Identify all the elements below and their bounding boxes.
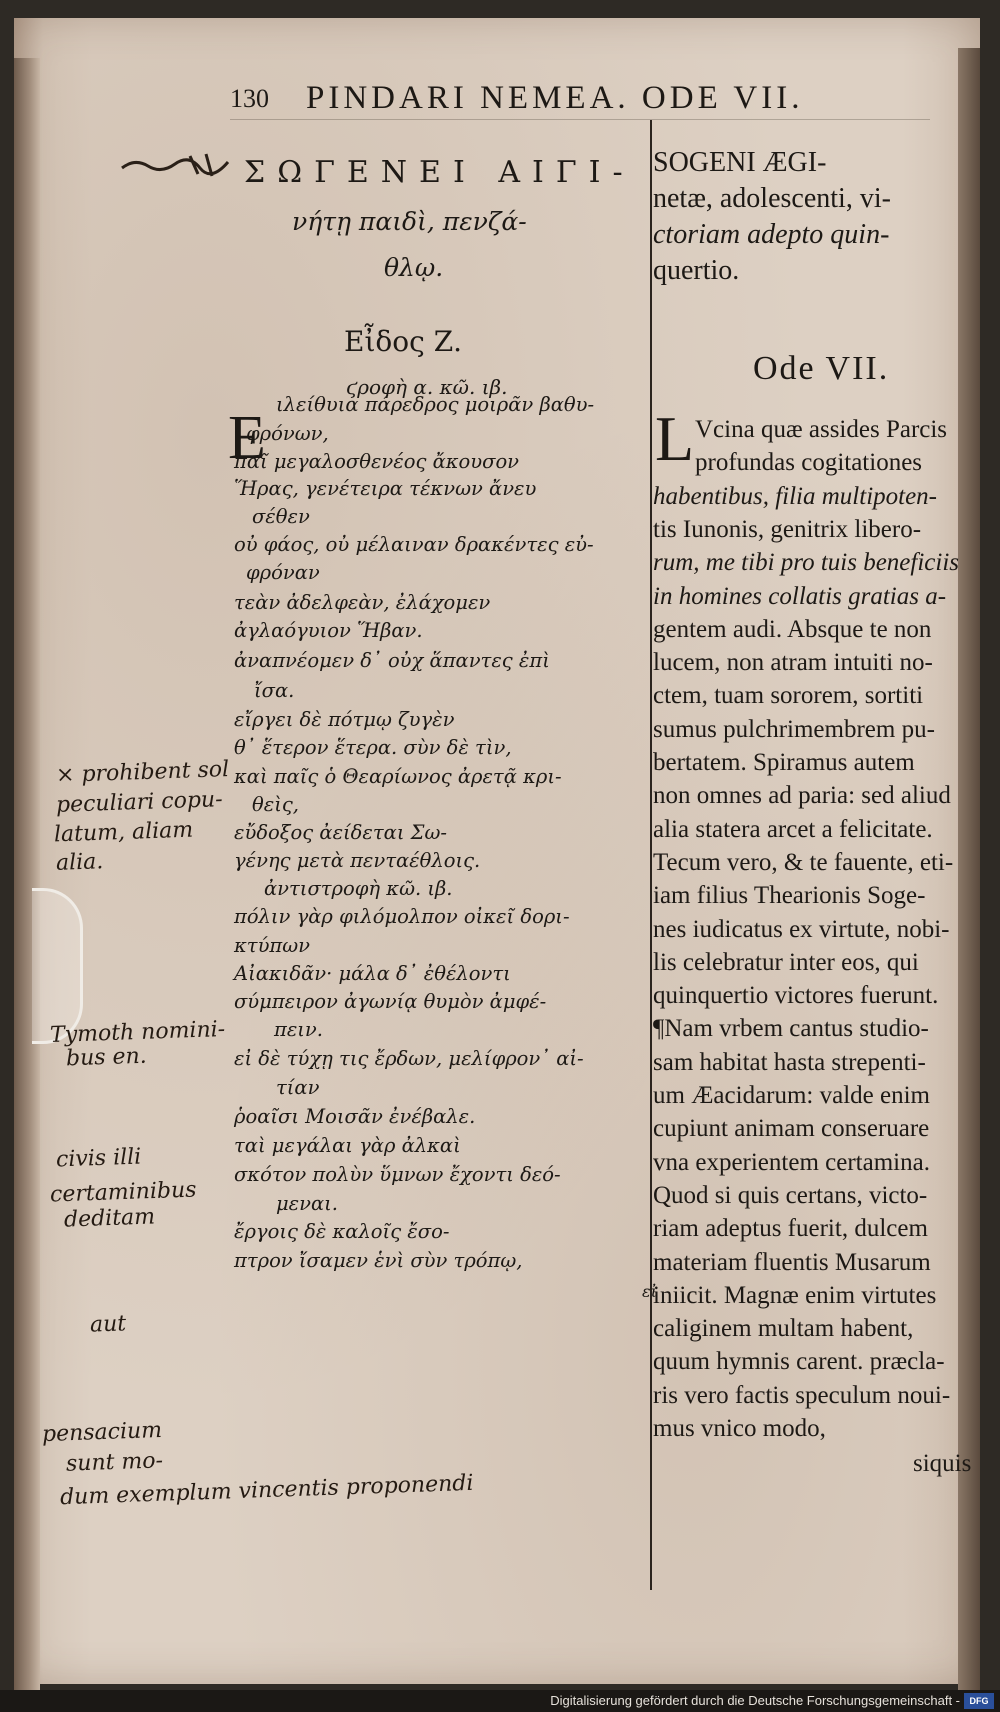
latin-line: vna experientem certamina. (653, 1148, 930, 1176)
greek-line: τεὰν ἀδελφεὰν, ἐλάχομεν (234, 591, 491, 614)
footer-text: Digitalisierung gefördert durch die Deutsche Forschungsgemeinschaft - (550, 1693, 960, 1708)
latin-line: Vcina quæ assides Parcis (695, 416, 948, 443)
greek-line: φρόνων, (246, 422, 329, 445)
page-edge-left (14, 58, 40, 1698)
latin-line: riam adeptus fuerit, dulcem (653, 1215, 928, 1243)
latin-line: iniicit. Magnæ enim virtutes (653, 1281, 937, 1309)
greek-line: καὶ παῖς ὁ Θεαρίωνος ἀρετᾷ κρι- (234, 765, 562, 788)
greek-line: θ᾽ ἕτερον ἕτερα. σὺν δὲ τὶν, (234, 736, 512, 759)
margin-note: alia. (55, 849, 104, 876)
margin-note: peculiari copu- (55, 787, 223, 818)
latin-line: lucem, non atram intuiti no- (653, 649, 933, 677)
catchword: siquis (913, 1450, 972, 1477)
latin-line: in homines collatis gratias a- (653, 582, 947, 610)
greek-line: πειν. (274, 1018, 323, 1041)
latin-line: non omnes ad paria: sed aliud (653, 782, 951, 810)
latin-title-line-3: ctoriam adepto quin- (653, 219, 890, 250)
latin-line: bertatem. Spiramus autem (653, 749, 915, 776)
greek-line: τίαν (276, 1076, 320, 1099)
margin-note: aut (89, 1311, 127, 1338)
dfg-logo: DFG (964, 1693, 994, 1709)
margin-note: certaminibus (49, 1177, 197, 1208)
greek-line: ῥοαῖσι Μοισᾶν ἐνέβαλε. (234, 1105, 476, 1128)
greek-line: θεὶς, (252, 793, 299, 816)
margin-scribble (120, 150, 230, 178)
greek-line: ιλείθυια πάρεδρος μοιρᾶν βαθυ- (276, 393, 595, 416)
greek-line: ἀναπνέομεν δ᾽ οὐχ ἅπαντες ἐπὶ (234, 649, 550, 672)
greek-line: μεναι. (276, 1192, 339, 1215)
latin-line: quum hymnis carent. præcla- (653, 1348, 945, 1376)
latin-line: cupiunt animam conseruare (653, 1115, 930, 1143)
column-divider (650, 120, 652, 1590)
ode-heading: Ode VII. (753, 350, 890, 387)
margin-note: bus en. (65, 1043, 148, 1072)
greek-line: σύμπειρον ἀγωνίᾳ θυμὸν ἀμφέ- (234, 990, 547, 1013)
margin-note: deditam (63, 1204, 156, 1233)
greek-title-line-3: θλῳ. (384, 253, 444, 282)
latin-line: quinquertio victores fuerunt. (653, 982, 939, 1010)
latin-line: materiam fluentis Musarum (653, 1248, 931, 1276)
latin-line: iam filius Thearionis Soge- (653, 882, 926, 910)
greek-line: γένης μετὰ πενταέθλοις. (234, 849, 481, 872)
greek-line: Ἥρας, γενέτειρα τέκνων ἄνευ (234, 477, 537, 500)
latin-line: Tecum vero, & te fauente, eti- (653, 848, 954, 876)
greek-line: εἴργει δὲ πότμῳ ζυγὲν (234, 708, 455, 731)
latin-title-line-1: SOGENI ÆGI- (653, 147, 827, 178)
margin-note: pensacium (41, 1417, 163, 1448)
greek-line: κτύπων (234, 934, 311, 957)
greek-line: οὐ φάος, οὐ μέλαιναν δρακέντες εὐ- (234, 533, 594, 556)
strophe-label: ϛροφὴ α. κῶ. ιβ. (346, 375, 508, 399)
latin-line: mus vnico modo, (653, 1415, 826, 1442)
latin-line: tis Iunonis, genitrix libero- (653, 515, 922, 543)
greek-line: φρόναν (246, 561, 320, 584)
latin-line: nes iudicatus ex virtute, nobi- (653, 915, 950, 943)
page-number: 130 (230, 84, 269, 113)
paper-clip (32, 888, 83, 1044)
latin-line: alia statera arcet a felicitate. (653, 815, 933, 843)
greek-line: ἔργοις δὲ καλοῖς ἔσο- (234, 1220, 450, 1243)
margin-note: sunt mo- (65, 1448, 164, 1477)
greek-title-line-2: νήτῃ παιδὶ, πενζά- (292, 207, 527, 236)
greek-title-line-1: ΣΩΓΕΝΕΙ ΑΙΓΙ- (244, 155, 635, 190)
greek-line: πτρον ἴσαμεν ἑνὶ σὺν τρόπῳ, (234, 1249, 523, 1272)
margin-note: civis illi (55, 1144, 142, 1173)
latin-line: ctem, tuam sororem, sortiti (653, 682, 924, 710)
greek-line: σέθεν (252, 505, 310, 528)
greek-line: ἴσα. (254, 679, 295, 702)
latin-title-line-2: netæ, adolescenti, vi- (653, 183, 891, 214)
page-header (230, 80, 930, 120)
greek-line: ταὶ μεγάλαι γὰρ ἀλκαὶ (234, 1134, 461, 1157)
latin-line: sumus pulchrimembrem pu- (653, 715, 935, 743)
greek-line: παῖ μεγαλοσθενέος ἄκουσον (234, 450, 520, 473)
latin-line: profundas cogitationes (695, 449, 923, 477)
greek-line: Αἰακιδᾶν· μάλα δ᾽ ἐθέλοντι (234, 962, 511, 985)
latin-drop-cap: L (655, 403, 695, 474)
running-title: PINDARI NEMEA. ODE VII. (306, 80, 804, 116)
eidos-heading: Εἶδος Ζ. (344, 325, 463, 358)
latin-line: Quod si quis certans, victo- (653, 1181, 928, 1209)
margin-note: latum, aliam (53, 817, 194, 848)
greek-line: ἀντιστροφὴ κῶ. ιβ. (264, 877, 453, 900)
greek-line: εἰ δὲ τύχῃ τις ἔρδων, μελίφρον᾽ αἰ- (234, 1047, 584, 1070)
latin-line: gentem audi. Absque te non (653, 615, 932, 643)
latin-line: rum, me tibi pro tuis beneficiis (653, 549, 959, 577)
latin-line: ¶Nam vrbem cantus studio- (653, 1015, 929, 1043)
latin-line: lis celebratur inter eos, qui (653, 948, 919, 976)
greek-line: σκότον πολὺν ὕμνων ἔχοντι δεό- (234, 1163, 561, 1186)
latin-line: sam habitat hasta strepenti- (653, 1048, 926, 1076)
greek-line: εἰ (642, 1282, 657, 1301)
footer-bar (0, 1690, 1000, 1712)
greek-drop-cap: Ε (228, 404, 266, 472)
greek-line: ἀγλαόγυιον Ἥβαν. (234, 619, 423, 642)
header-rule (230, 119, 930, 120)
margin-note: Tymoth nomini- (49, 1016, 226, 1049)
latin-line: um Æacidarum: valde enim (653, 1082, 931, 1109)
latin-line: ris vero factis speculum noui- (653, 1381, 951, 1409)
margin-note: dum exemplum vincentis proponendi (59, 1470, 474, 1511)
greek-line: πόλιν γὰρ φιλόμολπον οἰκεῖ δορι- (234, 905, 570, 928)
latin-title-line-4: quertio. (653, 255, 740, 286)
latin-line: caliginem multam habent, (653, 1315, 914, 1343)
greek-line: εὔδοξος ἀείδεται Σω- (234, 821, 447, 844)
margin-note: × prohibent sol (55, 756, 230, 789)
latin-line: habentibus, filia multipoten- (653, 482, 938, 510)
